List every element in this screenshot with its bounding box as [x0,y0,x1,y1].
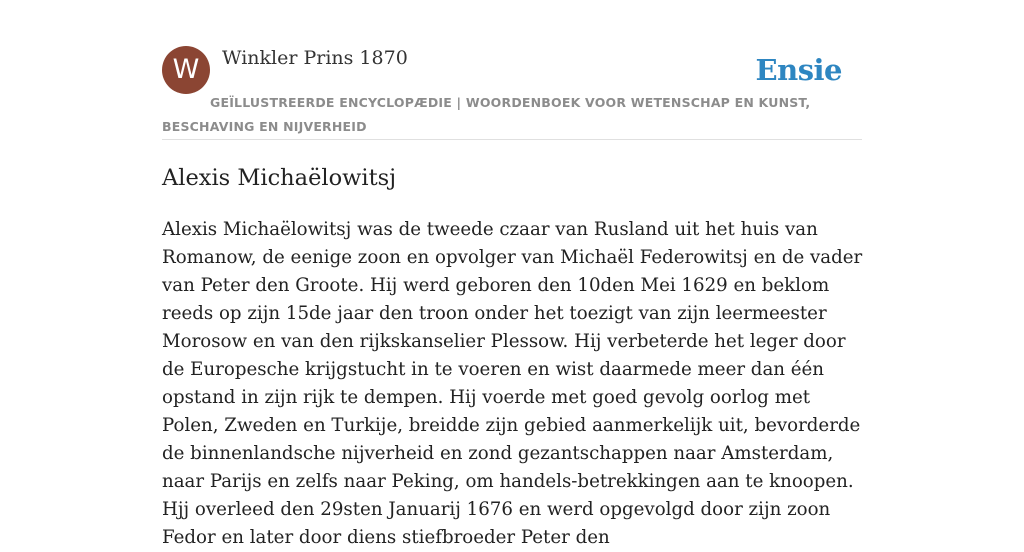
entry-title: Alexis Michaëlowitsj [162,165,397,191]
source-avatar[interactable]: W [162,46,210,94]
ensie-logo[interactable]: Ensie [755,53,842,87]
source-title[interactable]: Winkler Prins 1870 [222,47,408,69]
source-subtitle: GEÏLLUSTREERDE ENCYCLOPÆDIE | WOORDENBOEK VOOR WETENSCHAP EN KUNST, BESCHAVING EN NIJVERHEID [162,95,811,134]
header [162,46,862,140]
entry-body: Alexis Michaëlowitsj was de tweede czaar van Rusland uit het huis van Romanow, de eenige zoon en opvolger van Michaël Federowitsj en de vader van Peter den Groote. Hij werd geboren den 10den Mei 1629 en beklom reeds op zijn 15de jaar den troon onder het toezigt van zijn leermeester Morosow en van den rijkskanselier Plessow. Hij verbeterde het leger door de Europesche krijgstucht in te voeren en wist daarmede meer dan één opstand in zijn rijk te dempen. Hij voerde met goed gevolg oorlog met Polen, Zweden en Turkije, breidde zijn gebied aanmerkelijk uit, bevorderde de binnenlandsche nijverheid en zond gezantschappen naar Amsterdam, naar Parijs en zelfs naar Peking, om handels-betrekkingen aan te knoopen. Hjj overleed den 29sten Januarij 1676 en werd opgevolgd door zijn zoon Fedor en later door diens stiefbroeder Peter den [162,219,863,548]
header-divider [162,139,862,140]
